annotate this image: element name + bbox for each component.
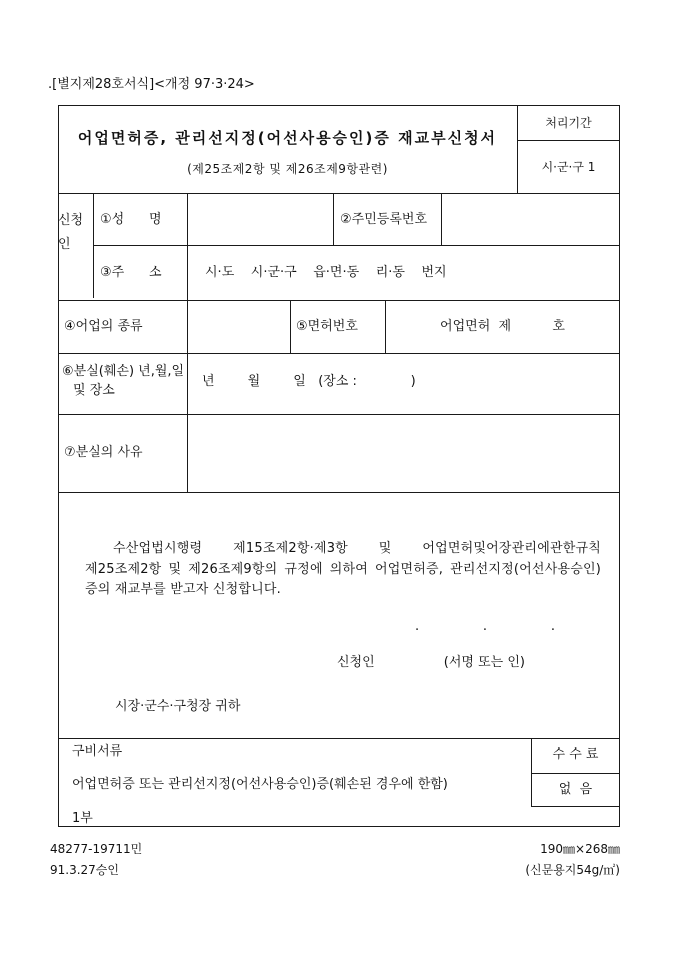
processing-period-label: 처리기간 bbox=[545, 116, 592, 130]
applicant-label: 신청인 bbox=[337, 655, 375, 670]
attachments-header: 구비서류 bbox=[72, 744, 123, 759]
license-no-label: ⑤면허번호 bbox=[296, 319, 358, 334]
address-field[interactable]: 시·도 시·군·구 읍·면·동 리·동 번지 bbox=[205, 265, 447, 280]
loss-date-label-line1: ⑥분실(훼손) 년,월,일 bbox=[62, 364, 185, 379]
footer-doc-number: 48277-19711민 bbox=[50, 842, 143, 856]
address-label: ③주 소 bbox=[100, 265, 162, 280]
loss-reason-field[interactable] bbox=[188, 415, 619, 491]
fee-value: 없 음 bbox=[558, 782, 593, 797]
name-label: ①성 명 bbox=[100, 212, 162, 227]
grid-line bbox=[58, 300, 620, 301]
grid-line bbox=[517, 140, 620, 141]
footer-paper-spec: (신문용지54g/㎡) bbox=[525, 863, 620, 877]
fee-label: 수 수 료 bbox=[552, 747, 599, 762]
loss-date-field[interactable]: 년 월 일 (장소 : ) bbox=[202, 374, 416, 389]
form-subtitle: (제25조제2항 및 제26조제9항관련) bbox=[187, 162, 388, 176]
grid-line bbox=[333, 193, 334, 245]
fishery-type-field[interactable] bbox=[188, 301, 289, 352]
applicant-section-label: 신청인 bbox=[58, 213, 84, 252]
footer-paper-size: 190㎜×268㎜ bbox=[540, 842, 620, 856]
name-field[interactable] bbox=[188, 194, 332, 244]
grid-line bbox=[531, 773, 620, 774]
grid-line bbox=[290, 300, 291, 353]
footer-approval: 91.3.27승인 bbox=[50, 863, 119, 877]
resident-no-field[interactable] bbox=[442, 194, 619, 244]
date-dot-year: . bbox=[415, 619, 420, 634]
declaration-date bbox=[415, 618, 555, 635]
license-no-field[interactable]: 어업면허 제 호 bbox=[440, 319, 565, 334]
resident-no-label: ②주민등록번호 bbox=[340, 212, 428, 227]
grid-line bbox=[58, 353, 620, 354]
signature-line bbox=[337, 654, 525, 671]
signature-note: (서명 또는 인) bbox=[443, 655, 525, 670]
grid-line bbox=[531, 806, 620, 807]
loss-date-label-line2: 및 장소 bbox=[73, 383, 115, 398]
declaration-text: 수산업법시행령 제15조제2항·제3항 및 어업면허및어장관리에관한규칙 제25조제2항 및 제26조제9항의 규정에 의하여 어업면허증, 관리선지정(어선사용승인)증의 재교부를 받고자 신청합니다. bbox=[85, 541, 601, 597]
grid-line bbox=[93, 245, 620, 246]
loss-reason-label: ⑦분실의 사유 bbox=[64, 445, 143, 460]
grid-line bbox=[58, 492, 620, 493]
attachments-copies: 1부 bbox=[72, 811, 93, 826]
date-dot-month: . bbox=[482, 619, 488, 634]
form-title: 어업면허증, 관리선지정(어선사용승인)증 재교부신청서 bbox=[77, 129, 498, 147]
recipient-line: 시장·군수·구청장 귀하 bbox=[115, 699, 241, 714]
processing-period-value: 시·군·구 1 bbox=[541, 160, 596, 174]
form-code: .[별지제28호서식]<개정 97·3·24> bbox=[48, 77, 255, 92]
grid-line bbox=[58, 738, 620, 739]
date-dot-day: . bbox=[550, 619, 555, 634]
fishery-type-label: ④어업의 종류 bbox=[64, 319, 143, 334]
grid-line bbox=[93, 193, 94, 298]
attachments-item: 어업면허증 또는 관리선지정(어선사용승인)증(훼손된 경우에 한함) bbox=[72, 777, 448, 792]
